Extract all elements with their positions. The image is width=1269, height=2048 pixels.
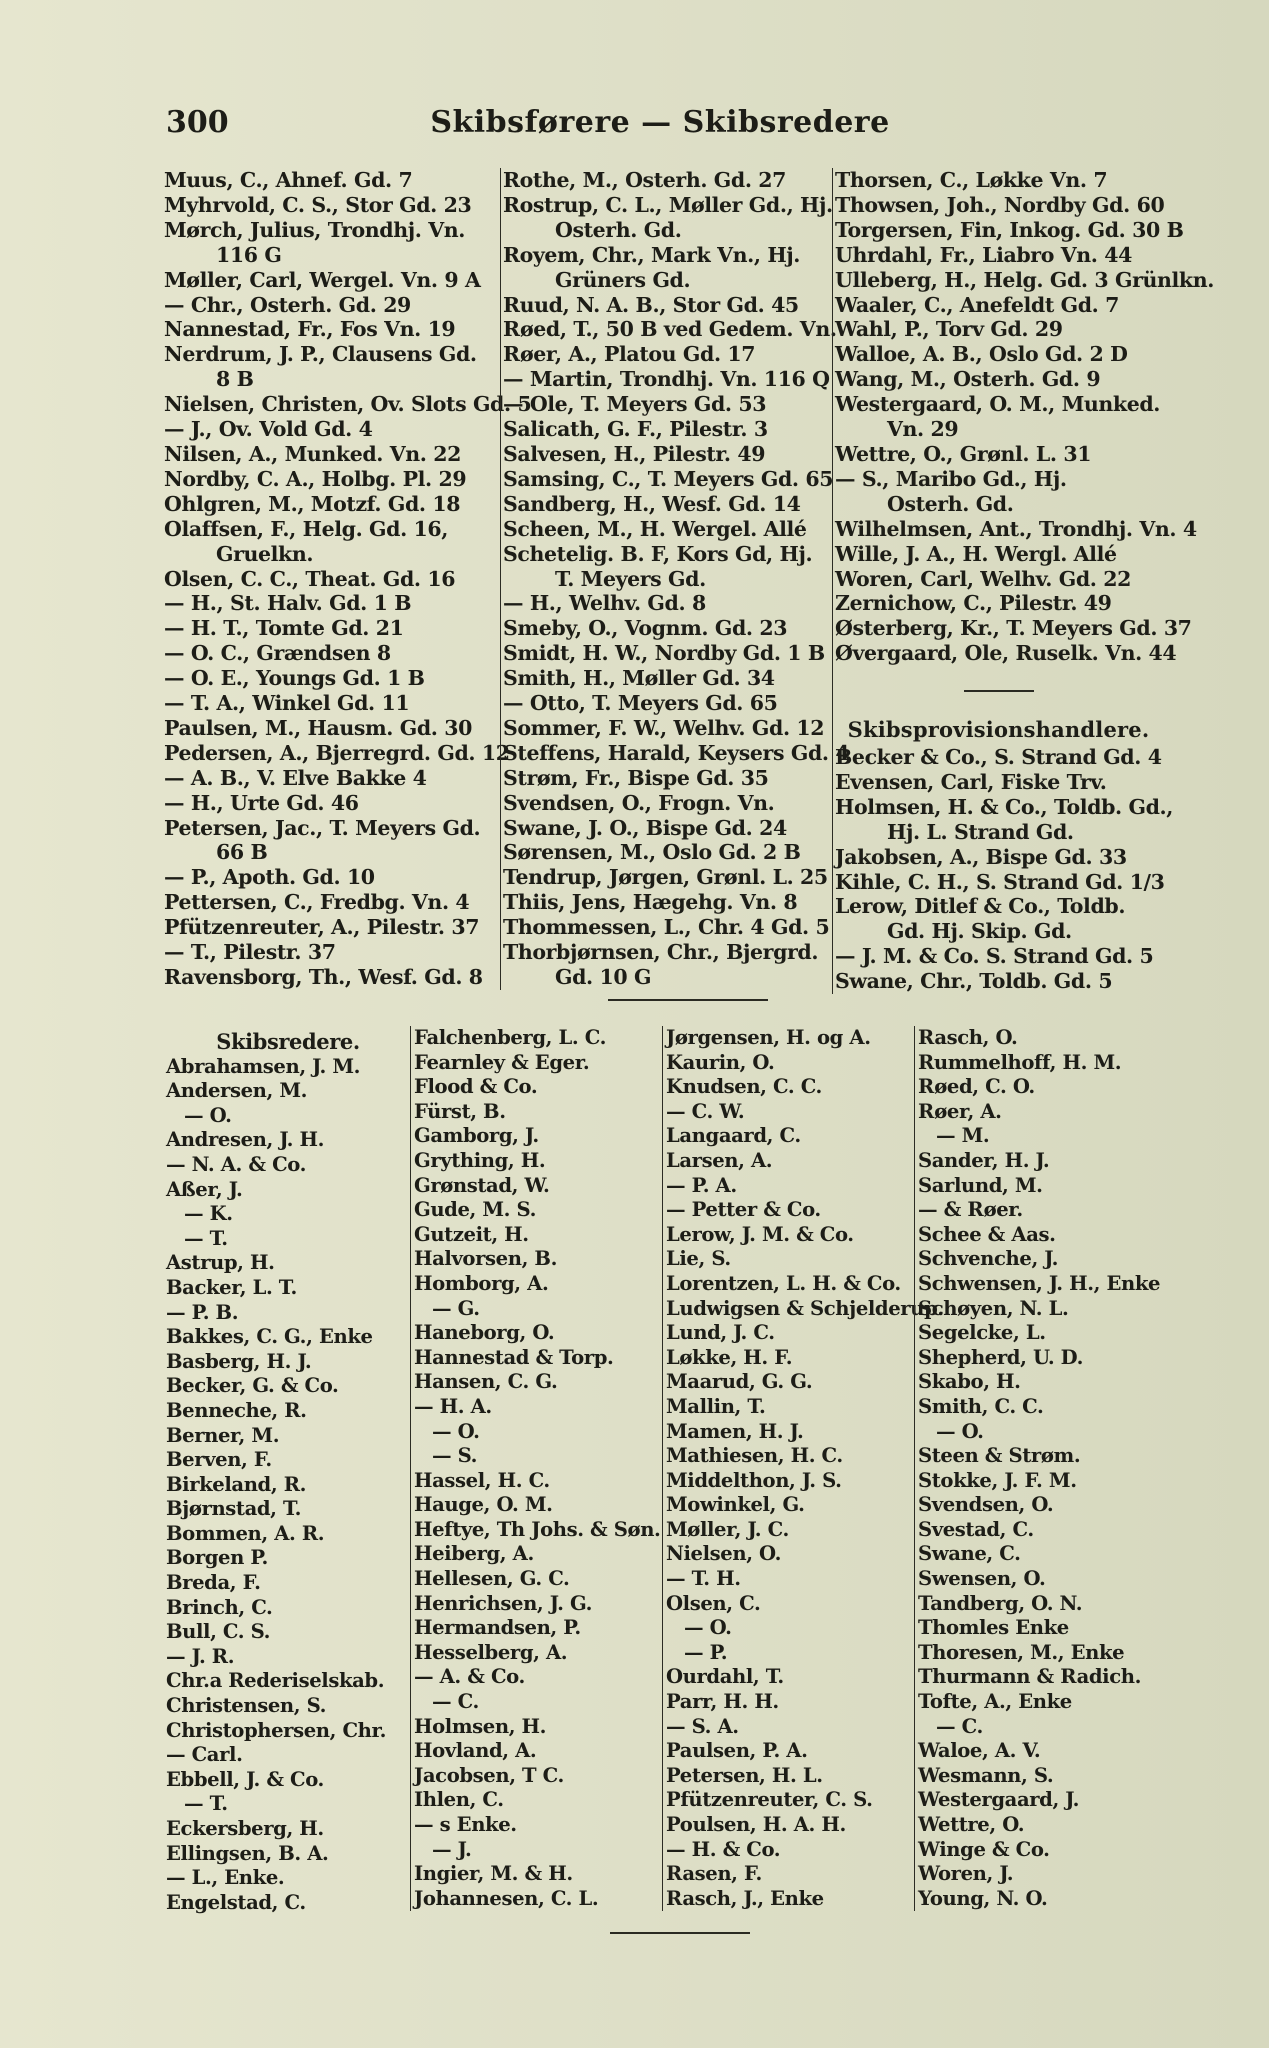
directory-entry: Maarud, G. G. [666, 1370, 813, 1394]
directory-entry: Skabo, H. [918, 1370, 1021, 1394]
directory-entry: Lerow, J. M. & Co. [666, 1222, 854, 1246]
footer-divider [610, 1932, 750, 1934]
skibsforere-column-1 [164, 168, 532, 990]
directory-entry: Berner, M. [166, 1423, 280, 1447]
directory-entry: Rasch, O. [918, 1026, 1018, 1049]
directory-entry: Thorsen, C., Løkke Vn. 7 [835, 168, 1108, 192]
directory-entry: Heiberg, A. [414, 1542, 534, 1566]
directory-entry: Gamborg, J. [414, 1124, 539, 1148]
directory-entry: — s Enke. [414, 1813, 517, 1836]
directory-entry: — Otto, T. Meyers Gd. 65 [503, 691, 778, 716]
directory-entry: Wahl, P., Torv Gd. 29 [835, 317, 1063, 342]
page-header [160, 105, 1160, 145]
directory-entry: — S. A. [666, 1714, 739, 1738]
directory-entry-continuation: Osterh. Gd. [555, 217, 682, 242]
directory-entry: Wang, M., Osterh. Gd. 9 [835, 367, 1101, 392]
directory-entry: Lorentzen, L. H. & Co. [666, 1271, 901, 1295]
directory-entry: Røed, C. O. [918, 1075, 1035, 1099]
directory-entry: — J. R. [166, 1644, 235, 1668]
directory-entry: — H., Urte Gd. 46 [164, 790, 359, 815]
directory-entry: Benneche, R. [166, 1398, 307, 1422]
directory-entry: Heftye, Th Johs. & Søn. [414, 1517, 661, 1541]
directory-entry: Ingier, M. & H. [414, 1862, 573, 1886]
directory-entry: Thorbjørnsen, Chr., Bjergrd. [503, 940, 819, 965]
directory-entry: Sandberg, H., Wesf. Gd. 14 [503, 491, 801, 516]
directory-entry: Ebbell, J. & Co. [166, 1767, 324, 1791]
directory-entry: Ravensborg, Th., Wesf. Gd. 8 [164, 965, 483, 989]
skibsforere-column-3 [832, 168, 1214, 994]
directory-entry: Becker & Co., S. Strand Gd. 4 [835, 745, 1162, 770]
directory-entry: Myhrvold, C. S., Stor Gd. 23 [164, 192, 472, 217]
directory-entry: Astrup, H. [166, 1251, 275, 1275]
directory-entry: Olsen, C. [666, 1591, 761, 1615]
directory-entry: Fearnley & Eger. [414, 1050, 590, 1074]
directory-entry: Rasch, J., Enke [666, 1886, 824, 1910]
directory-entry: Sander, H. J. [918, 1148, 1050, 1172]
directory-entry: Johannesen, C. L. [414, 1886, 599, 1910]
skibsforere-column-2 [500, 168, 850, 990]
directory-entry: — S., Maribo Gd., Hj. [835, 466, 1067, 491]
directory-entry: Ulleberg, H., Helg. Gd. 3 Grünlkn. [835, 267, 1214, 292]
directory-entry: Chr.a Rederiselskab. [166, 1669, 385, 1693]
directory-entry: Royem, Chr., Mark Vn., Hj. [503, 242, 801, 267]
directory-entry: Nilsen, A., Munked. Vn. 22 [164, 441, 461, 466]
directory-entry: Sarlund, M. [918, 1173, 1043, 1197]
skibsredere-column-3 [662, 1026, 944, 1911]
directory-entry: Bull, C. S. [166, 1620, 271, 1644]
directory-entry: Eckersberg, H. [166, 1817, 324, 1840]
directory-entry: Christophersen, Chr. [166, 1718, 387, 1742]
directory-entry: Evensen, Carl, Fiske Trv. [835, 769, 1107, 794]
directory-entry: Schøyen, N. L. [918, 1296, 1069, 1320]
directory-entry: Bjørnstad, T. [166, 1497, 302, 1521]
directory-entry: Nordby, C. A., Holbg. Pl. 29 [164, 466, 467, 491]
directory-entry: Pfützenreuter, C. S. [666, 1788, 873, 1812]
directory-entry: Middelthon, J. S. [666, 1468, 842, 1492]
directory-entry: Grything, H. [414, 1148, 546, 1172]
directory-entry: Abrahamsen, J. M. [166, 1054, 361, 1078]
directory-entry: Aßer, J. [166, 1177, 243, 1201]
directory-entry: Schetelig. B. F, Kors Gd, Hj. [503, 541, 813, 566]
directory-entry: — O. [432, 1419, 480, 1443]
directory-entry: Birkeland, R. [166, 1472, 307, 1496]
directory-entry: — H. A. [414, 1394, 492, 1418]
directory-entry: Salvesen, H., Pilestr. 49 [503, 441, 766, 466]
directory-entry: — C. [936, 1714, 983, 1738]
directory-entry: Ludwigsen & Schjelderup. [666, 1296, 944, 1320]
directory-entry: Røer, A. [918, 1099, 1002, 1123]
directory-entry: — J., Ov. Vold Gd. 4 [164, 417, 373, 442]
directory-entry: — P., Apoth. Gd. 10 [164, 865, 375, 890]
directory-entry: Rostrup, C. L., Møller Gd., Hj. [503, 192, 833, 217]
directory-entry: — Ole, T. Meyers Gd. 53 [503, 392, 767, 417]
directory-entry: Woren, Carl, Welhv. Gd. 22 [835, 566, 1131, 591]
directory-entry: Mamen, H. J. [666, 1419, 804, 1443]
section-divider [608, 999, 768, 1001]
directory-entry: Hassel, H. C. [414, 1468, 550, 1492]
directory-entry: Langaard, C. [666, 1124, 801, 1148]
directory-entry: Løkke, H. F. [666, 1345, 793, 1369]
directory-entry: — T. H. [666, 1567, 741, 1591]
directory-entry-continuation: Grüners Gd. [555, 267, 691, 292]
directory-entry: Kihle, C. H., S. Strand Gd. 1/3 [835, 869, 1165, 894]
directory-entry: Ruud, N. A. B., Stor Gd. 45 [503, 292, 799, 317]
directory-entry: — C. W. [666, 1099, 745, 1123]
directory-entry: Hauge, O. M. [414, 1493, 553, 1517]
directory-entry: Kaurin, O. [666, 1050, 775, 1074]
directory-entry: — T., Pilestr. 37 [164, 940, 336, 965]
directory-entry: — T. A., Winkel Gd. 11 [164, 691, 410, 716]
directory-entry: Lund, J. C. [666, 1321, 775, 1345]
directory-entry: Uhrdahl, Fr., Liabro Vn. 44 [835, 242, 1132, 267]
directory-entry: Thommessen, L., Chr. 4 Gd. 5 [503, 915, 830, 940]
directory-entry: — M. [936, 1124, 990, 1148]
directory-entry: Pedersen, A., Bjerregrd. Gd. 12 [164, 740, 510, 765]
directory-entry: Mallin, T. [666, 1394, 766, 1418]
directory-entry-continuation: 116 G [216, 242, 282, 267]
directory-entry: Schwensen, J. H., Enke [918, 1271, 1161, 1295]
section-heading: Skibsredere. [216, 1029, 360, 1054]
directory-entry: Petersen, H. L. [666, 1763, 823, 1787]
directory-entry: — H. T., Tomte Gd. 21 [164, 616, 404, 641]
directory-entry: Petersen, Jac., T. Meyers Gd. [164, 815, 481, 840]
directory-entry: Nerdrum, J. P., Clausens Gd. [164, 342, 477, 367]
directory-entry: Woren, J. [918, 1862, 1014, 1886]
directory-entry: — H. & Co. [666, 1837, 781, 1861]
directory-entry: Swensen, O. [918, 1567, 1046, 1591]
directory-entry: Lerow, Ditlef & Co., Toldb. [835, 894, 1126, 919]
directory-entry: — J. [432, 1837, 472, 1861]
directory-entry: Bakkes, C. G., Enke [166, 1325, 373, 1349]
directory-entry: Sommer, F. W., Welhv. Gd. 12 [503, 715, 825, 740]
directory-entry-continuation: Gd. Hj. Skip. Gd. [887, 919, 1072, 944]
directory-entry: Larsen, A. [666, 1148, 773, 1172]
directory-entry: Christensen, S. [166, 1694, 327, 1718]
directory-entry-continuation: Gd. 10 G [555, 965, 652, 989]
directory-entry: Borgen P. [166, 1546, 268, 1570]
directory-entry: Engelstad, C. [166, 1890, 306, 1914]
directory-entry-continuation: Gruelkn. [216, 541, 314, 566]
directory-entry: — Carl. [166, 1743, 243, 1767]
directory-entry: Schvenche, J. [918, 1247, 1059, 1271]
directory-entry: Winge & Co. [918, 1837, 1050, 1861]
directory-entry: Schee & Aas. [918, 1222, 1056, 1246]
directory-entry: Steffens, Harald, Keysers Gd. 4 [503, 740, 850, 765]
directory-entry: Wesmann, S. [918, 1763, 1054, 1787]
directory-entry: Swane, C. [918, 1542, 1021, 1566]
directory-entry: Brinch, C. [166, 1595, 273, 1619]
directory-entry: Thomles Enke [918, 1616, 1069, 1640]
directory-entry: — Petter & Co. [666, 1198, 821, 1222]
directory-entry: — A. B., V. Elve Bakke 4 [164, 765, 427, 790]
directory-entry-continuation: 8 B [216, 367, 254, 392]
directory-entry: Falchenberg, L. C. [414, 1026, 606, 1049]
directory-entry: Waaler, C., Anefeldt Gd. 7 [835, 292, 1120, 317]
directory-entry: — T. [184, 1792, 228, 1816]
directory-entry: Hesselberg, A. [414, 1640, 568, 1664]
directory-entry: Svendsen, O., Frogn. Vn. [503, 790, 775, 815]
directory-entry: Andresen, J. H. [166, 1128, 325, 1152]
directory-entry: Wettre, O., Grønl. L. 31 [835, 441, 1092, 466]
directory-entry: Thurmann & Radich. [918, 1665, 1142, 1689]
directory-entry: Nielsen, Christen, Ov. Slots Gd. 5 [164, 392, 532, 417]
directory-entry: Basberg, H. J. [166, 1349, 312, 1373]
directory-entry: Ellingsen, B. A. [166, 1841, 329, 1865]
directory-entry: Walloe, A. B., Oslo Gd. 2 D [835, 342, 1128, 367]
directory-entry: Møller, Carl, Wergel. Vn. 9 A [164, 267, 481, 292]
directory-entry: Holmsen, H. & Co., Toldb. Gd., [835, 794, 1174, 819]
directory-entry: Østerberg, Kr., T. Meyers Gd. 37 [835, 616, 1192, 641]
directory-entry: Poulsen, H. A. H. [666, 1813, 846, 1836]
directory-entry: Smith, H., Møller Gd. 34 [503, 666, 775, 691]
directory-entry: Salicath, G. F., Pilestr. 3 [503, 417, 768, 442]
directory-entry: Strøm, Fr., Bispe Gd. 35 [503, 765, 769, 790]
directory-entry: Ohlgren, M., Motzf. Gd. 18 [164, 491, 461, 516]
directory-entry: — P. [684, 1640, 728, 1664]
directory-entry: Mathiesen, H. C. [666, 1444, 843, 1468]
directory-entry: Flood & Co. [414, 1075, 538, 1099]
directory-entry: Young, N. O. [918, 1886, 1048, 1910]
directory-entry: — L., Enke. [166, 1866, 285, 1890]
section-divider [964, 690, 1034, 692]
directory-entry: — O. [684, 1616, 732, 1640]
directory-entry: Thowsen, Joh., Nordby Gd. 60 [835, 192, 1165, 217]
directory-entry: — O. E., Youngs Gd. 1 B [164, 666, 425, 691]
directory-entry: Gutzeit, H. [414, 1222, 529, 1246]
directory-entry: Tendrup, Jørgen, Grønl. L. 25 [503, 865, 828, 890]
directory-entry: Smith, C. C. [918, 1394, 1044, 1418]
directory-entry: Steen & Strøm. [918, 1444, 1081, 1468]
directory-entry: — C. [432, 1690, 479, 1714]
directory-entry: Scheen, M., H. Wergel. Allé [503, 516, 807, 541]
directory-entry: Andersen, M. [166, 1079, 308, 1103]
directory-entry: Sørensen, M., Oslo Gd. 2 B [503, 840, 801, 865]
directory-entry: Mørch, Julius, Trondhj. Vn. [164, 217, 465, 242]
directory-entry: Møller, J. C. [666, 1517, 789, 1541]
page-title: Skibsførere — Skibsredere [430, 105, 890, 140]
directory-entry: — K. [184, 1202, 233, 1226]
directory-entry: Pettersen, C., Fredbg. Vn. 4 [164, 890, 470, 915]
directory-entry-continuation: Osterh. Gd. [887, 491, 1014, 516]
directory-entry: Gude, M. S. [414, 1198, 536, 1222]
directory-entry: Hovland, A. [414, 1739, 537, 1763]
directory-entry: Parr, H. H. [666, 1690, 779, 1714]
directory-entry: Hermandsen, P. [414, 1616, 581, 1640]
directory-entry: Torgersen, Fin, Inkog. Gd. 30 B [835, 217, 1184, 242]
directory-entry: Øvergaard, Ole, Ruselk. Vn. 44 [835, 641, 1177, 666]
directory-entry: Thiis, Jens, Hægehg. Vn. 8 [503, 890, 798, 915]
section-heading: Skibsprovisionshandlere. [847, 717, 1150, 743]
directory-entry: — J. M. & Co. S. Strand Gd. 5 [835, 944, 1154, 969]
directory-entry: Zernichow, C., Pilestr. 49 [835, 591, 1112, 616]
directory-entry: — Chr., Osterh. Gd. 29 [164, 292, 411, 317]
directory-entry-continuation: Hj. L. Strand Gd. [887, 819, 1074, 844]
directory-entry: Wille, J. A., H. Wergl. Allé [835, 541, 1117, 566]
directory-entry: Tandberg, O. N. [918, 1591, 1083, 1615]
directory-entry: Breda, F. [166, 1571, 261, 1595]
directory-entry: Rothe, M., Osterh. Gd. 27 [503, 168, 787, 192]
directory-entry: Westergaard, O. M., Munked. [835, 392, 1161, 417]
directory-entry: Paulsen, P. A. [666, 1739, 808, 1763]
directory-entry: Svestad, C. [918, 1517, 1034, 1541]
directory-entry-continuation: T. Meyers Gd. [555, 566, 706, 591]
directory-entry: Nielsen, O. [666, 1542, 781, 1566]
directory-entry: Ihlen, C. [414, 1788, 504, 1812]
directory-entry: Knudsen, C. C. [666, 1075, 822, 1099]
directory-entry: Smeby, O., Vognm. Gd. 23 [503, 616, 788, 641]
directory-entry: Grønstad, W. [414, 1173, 550, 1197]
directory-entry: Berven, F. [166, 1448, 272, 1472]
directory-entry: Hansen, C. G. [414, 1370, 558, 1394]
directory-entry: Halvorsen, B. [414, 1247, 557, 1271]
directory-entry: Shepherd, U. D. [918, 1345, 1083, 1369]
directory-entry: — P. B. [166, 1300, 239, 1324]
directory-entry: Haneborg, O. [414, 1321, 555, 1345]
directory-entry: Hellesen, G. C. [414, 1567, 570, 1591]
directory-entry: Nannestad, Fr., Fos Vn. 19 [164, 317, 456, 342]
directory-entry: Rummelhoff, H. M. [918, 1050, 1122, 1074]
skibsredere-column-4 [914, 1026, 1162, 1911]
directory-entry: — A. & Co. [414, 1665, 525, 1689]
directory-entry: Holmsen, H. [414, 1714, 547, 1738]
directory-entry: Røer, A., Platou Gd. 17 [503, 342, 756, 367]
directory-entry: Røed, T., 50 B ved Gedem. Vn. [503, 317, 837, 342]
directory-entry: — S. [432, 1444, 478, 1468]
directory-entry: Lie, S. [666, 1247, 731, 1271]
directory-entry: Bommen, A. R. [166, 1521, 325, 1545]
directory-entry: Paulsen, M., Hausm. Gd. 30 [164, 715, 473, 740]
directory-entry: Thoresen, M., Enke [918, 1640, 1125, 1664]
directory-entry: Hannestad & Torp. [414, 1345, 614, 1369]
directory-entry: Smidt, H. W., Nordby Gd. 1 B [503, 641, 825, 666]
directory-entry: Rasen, F. [666, 1862, 762, 1886]
directory-entry: Svendsen, O. [918, 1493, 1054, 1517]
directory-entry: Westergaard, J. [918, 1788, 1080, 1812]
directory-entry: Swane, Chr., Toldb. Gd. 5 [835, 969, 1113, 994]
directory-entry: Tofte, A., Enke [918, 1690, 1072, 1714]
page-number: 300 [166, 105, 229, 140]
directory-entry: Olaffsen, F., Helg. Gd. 16, [164, 516, 449, 541]
directory-entry: Fürst, B. [414, 1099, 506, 1123]
directory-entry: — & Røer. [918, 1198, 1023, 1222]
directory-entry-continuation: Vn. 29 [887, 417, 959, 442]
directory-entry: — O. C., Grændsen 8 [164, 641, 391, 666]
directory-entry: — H., St. Halv. Gd. 1 B [164, 591, 412, 616]
directory-entry: — N. A. & Co. [166, 1152, 307, 1176]
directory-entry: Becker, G. & Co. [166, 1374, 339, 1398]
directory-entry: Wilhelmsen, Ant., Trondhj. Vn. 4 [835, 516, 1197, 541]
directory-entry: Jakobsen, A., Bispe Gd. 33 [835, 844, 1127, 869]
directory-entry-continuation: 66 B [216, 840, 268, 865]
directory-entry: Swane, J. O., Bispe Gd. 24 [503, 815, 787, 840]
directory-entry: — H., Welhv. Gd. 8 [503, 591, 706, 616]
directory-entry: Pfützenreuter, A., Pilestr. 37 [164, 915, 480, 940]
directory-entry: Jørgensen, H. og A. [666, 1026, 871, 1049]
directory-entry: — O. [936, 1419, 984, 1443]
directory-entry: Ourdahl, T. [666, 1665, 784, 1689]
directory-entry: Homborg, A. [414, 1271, 549, 1295]
directory-entry: — P. A. [666, 1173, 737, 1197]
directory-entry: Muus, C., Ahnef. Gd. 7 [164, 168, 413, 192]
directory-entry: Waloe, A. V. [918, 1739, 1041, 1763]
directory-entry: Segelcke, L. [918, 1321, 1046, 1345]
directory-entry: — O. [184, 1103, 232, 1127]
directory-entry: Wettre, O. [918, 1813, 1025, 1836]
directory-entry: Samsing, C., T. Meyers Gd. 65 [503, 466, 834, 491]
directory-entry: — G. [432, 1296, 480, 1320]
directory-entry: Stokke, J. F. M. [918, 1468, 1077, 1492]
skibsredere-column-2 [410, 1026, 662, 1911]
directory-entry: — T. [184, 1226, 228, 1250]
directory-entry: Mowinkel, G. [666, 1493, 805, 1517]
directory-entry: Henrichsen, J. G. [414, 1591, 593, 1615]
directory-entry: Backer, L. T. [166, 1275, 297, 1299]
skibsredere-column-1 [166, 1026, 410, 1915]
directory-entry: Jacobsen, T C. [414, 1763, 564, 1787]
directory-entry: Olsen, C. C., Theat. Gd. 16 [164, 566, 456, 591]
directory-entry: — Martin, Trondhj. Vn. 116 Q [503, 367, 830, 392]
